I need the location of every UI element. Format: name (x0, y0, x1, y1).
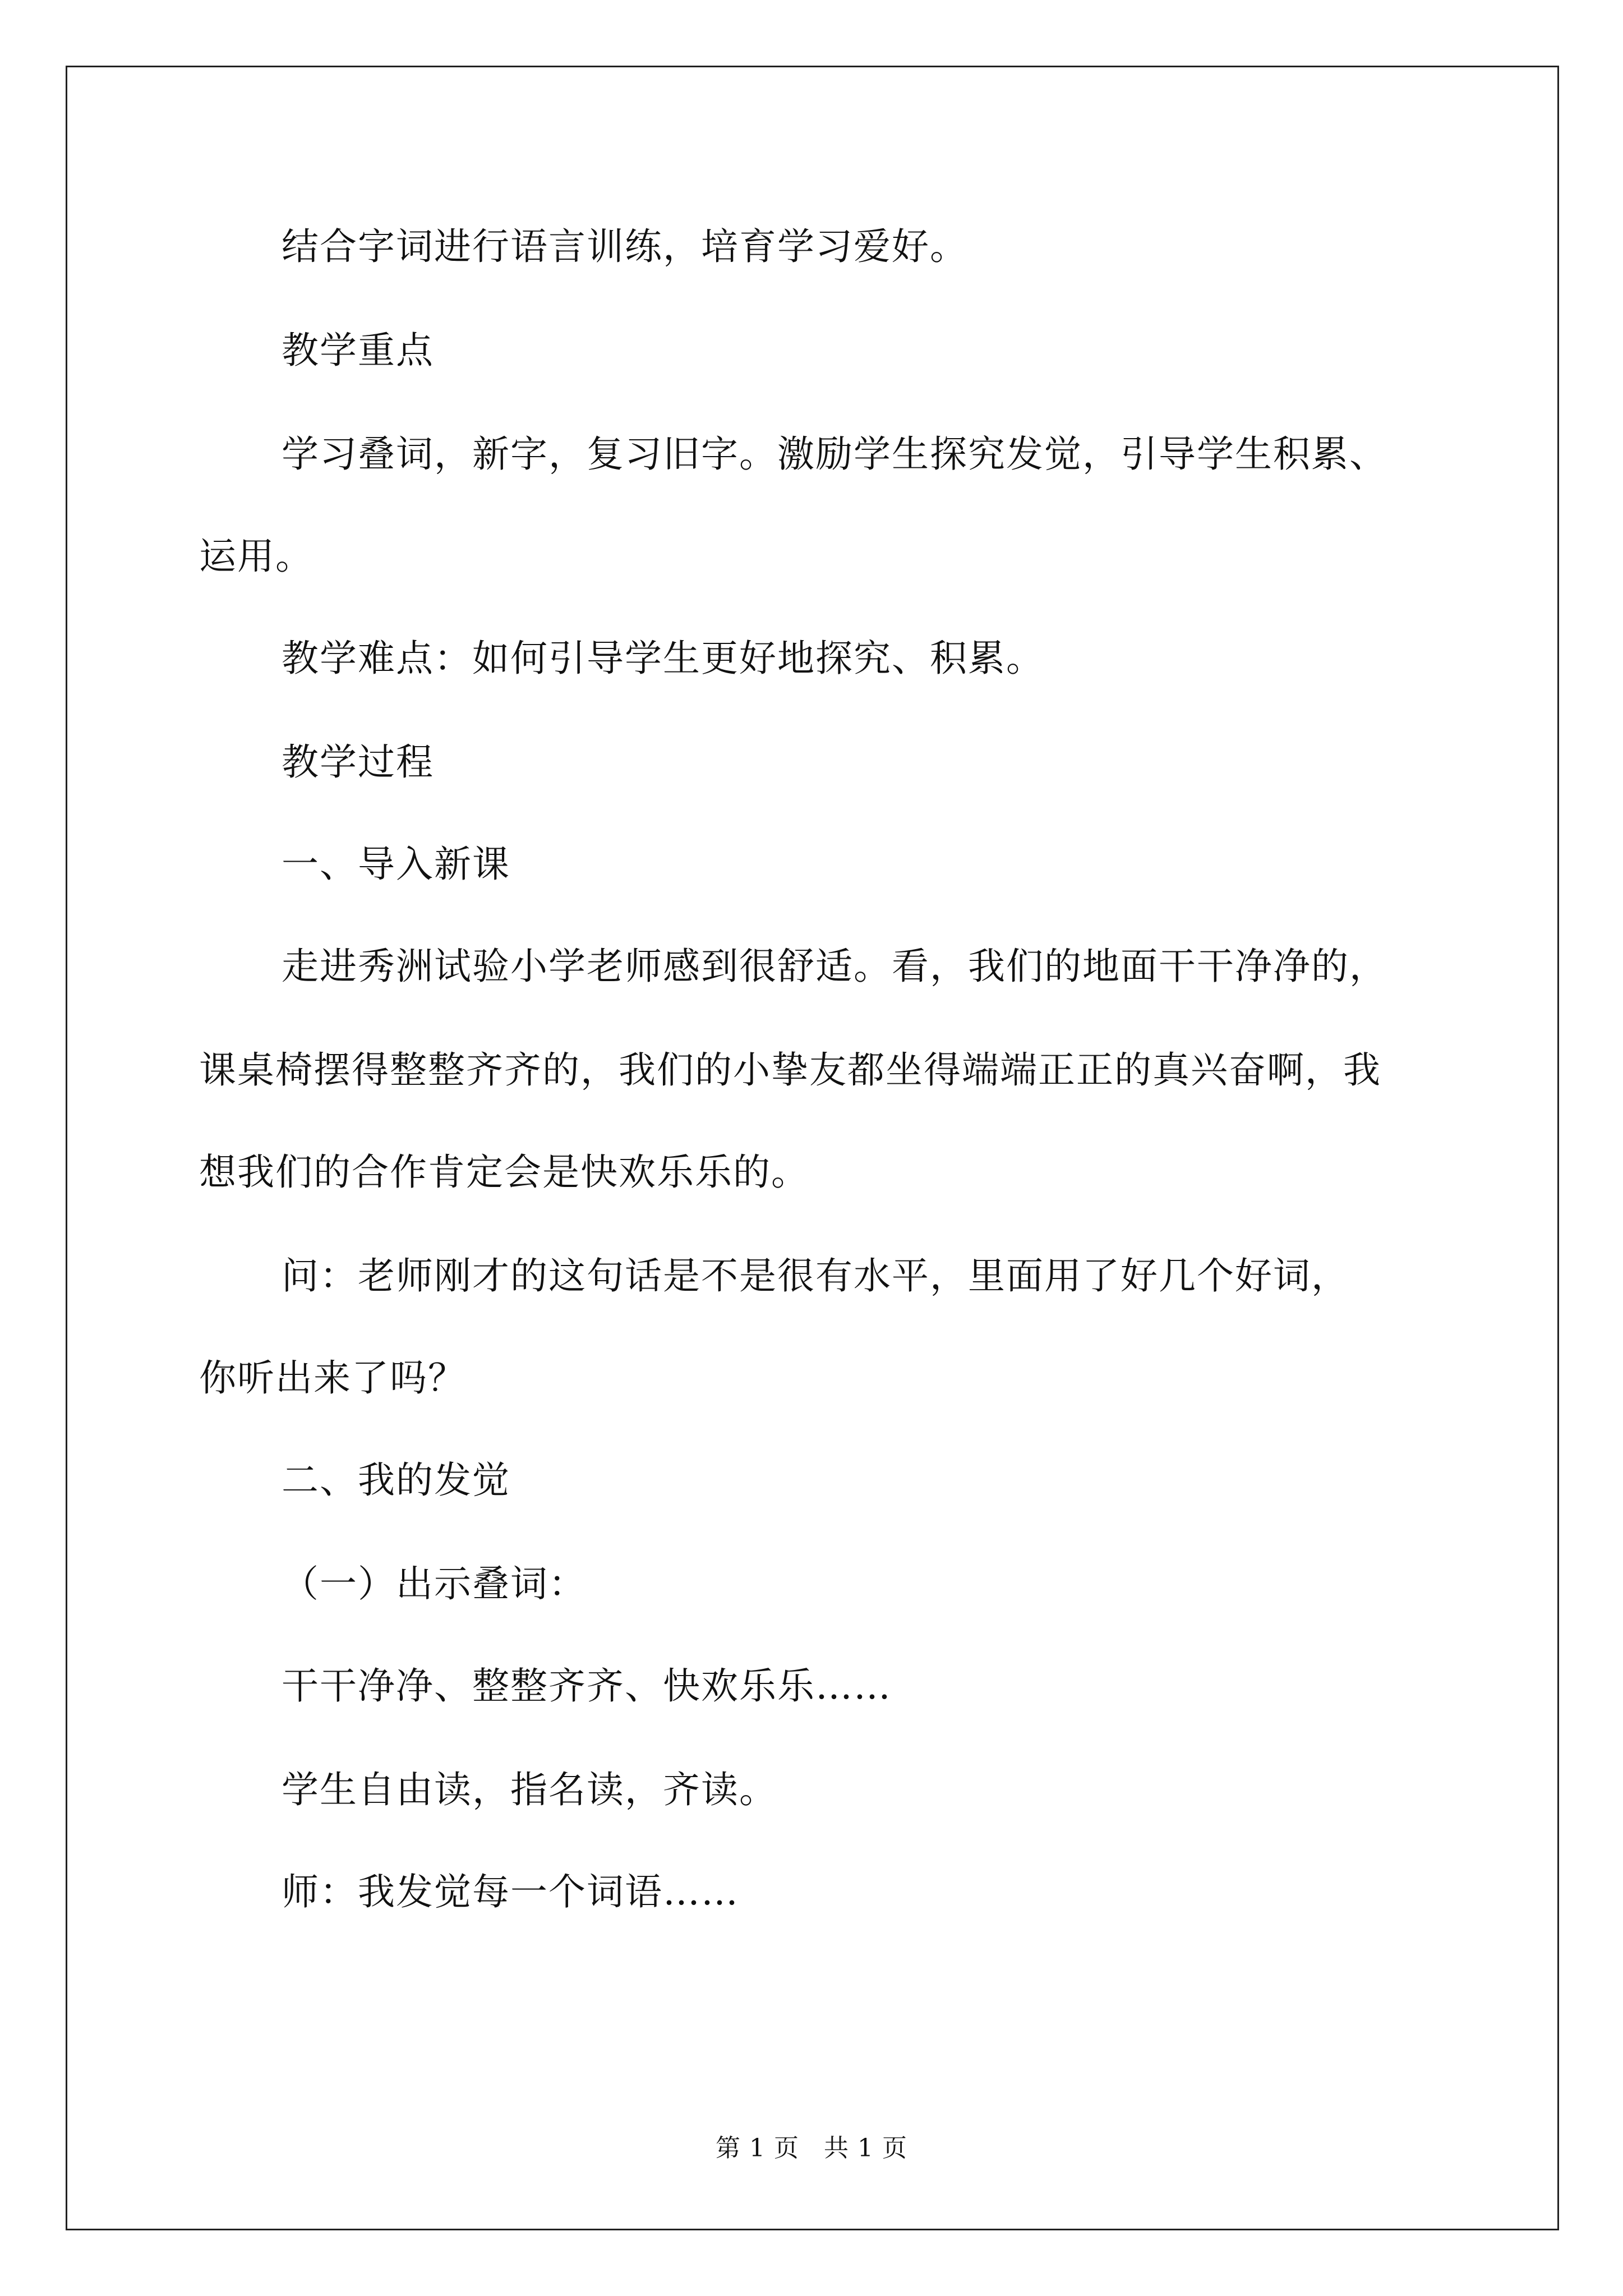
page-footer (0, 2132, 1623, 2165)
paragraph-line: 你听出来了吗？ (199, 1356, 466, 1400)
section-heading: 教学过程 (282, 740, 434, 784)
paragraph-line: 问：老师刚才的这句话是不是很有水平，里面用了好几个好词， (282, 1254, 1349, 1297)
page-total: 共 1 页 (824, 2134, 907, 2162)
paragraph-line: （一）出示叠词： (282, 1562, 587, 1605)
paragraph-line: 学生自由读，指名读，齐读。 (282, 1768, 777, 1811)
page-number: 第 1 页 (716, 2134, 799, 2162)
paragraph-line: 运用。 (199, 535, 313, 578)
paragraph-line: 结合字词进行语言训练，培育学习爱好。 (282, 225, 968, 268)
paragraph-line: 干干净净、整整齐齐、快欢乐乐…… (282, 1664, 892, 1708)
paragraph-line: 课桌椅摆得整整齐齐的，我们的小挚友都坐得端端正正的真兴奋啊，我 (199, 1048, 1381, 1092)
paragraph-line: 师：我发觉每一个词语…… (282, 1870, 739, 1913)
paragraph-line: 想我们的合作肯定会是快欢乐乐的。 (199, 1151, 809, 1194)
paragraph-line: 教学难点：如何引导学生更好地探究、积累。 (282, 637, 1044, 680)
paragraph-line: 学习叠词，新字，复习旧字。激励学生探究发觉，引导学生积累、 (282, 432, 1387, 476)
section-heading: 一、导入新课 (282, 843, 510, 886)
section-heading: 二、我的发觉 (282, 1458, 510, 1502)
section-heading: 教学重点 (282, 329, 434, 372)
paragraph-line: 走进秀洲试验小学老师感到很舒适。看，我们的地面干干净净的， (282, 945, 1387, 988)
